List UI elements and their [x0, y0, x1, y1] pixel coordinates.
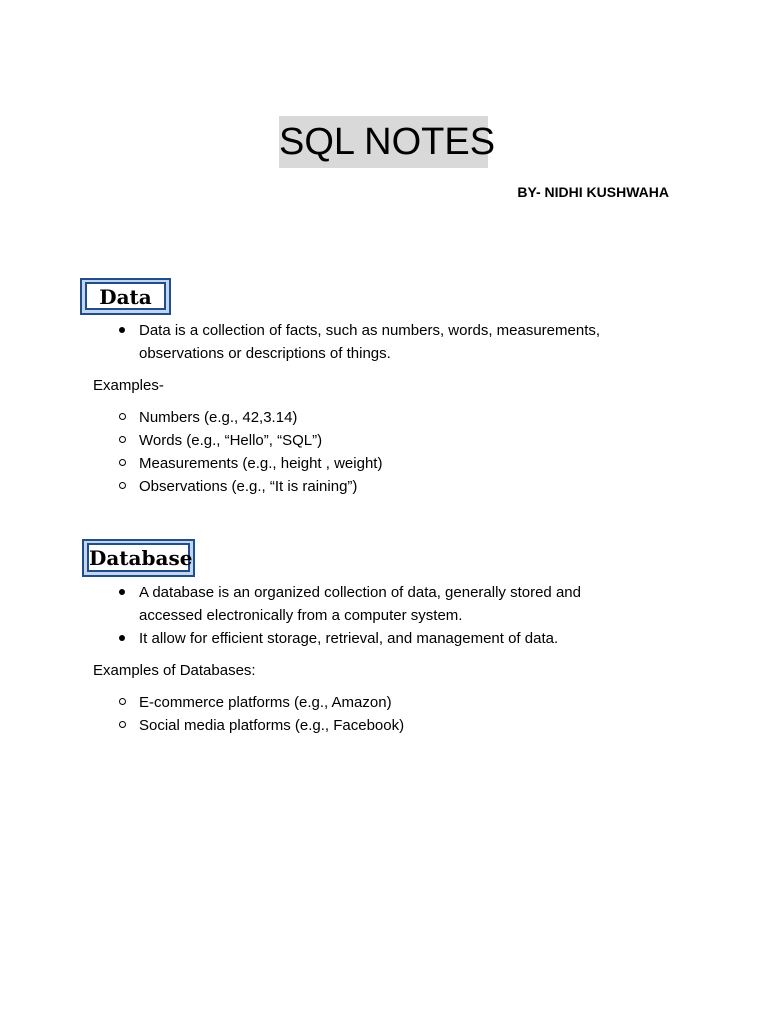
section-heading-data-label: Data [85, 282, 166, 310]
section-heading-database-label: Database [87, 543, 190, 572]
circle-bullet-icon [115, 406, 129, 429]
list-item: A database is an organized collection of data, generally stored and accessed electronically from a computer system. [93, 581, 713, 627]
section-heading-database [82, 539, 195, 577]
database-examples-list [93, 691, 693, 737]
list-item: Measurements (e.g., height , weight) [93, 452, 693, 475]
circle-bullet-icon [115, 475, 129, 498]
list-item: Words (e.g., “Hello”, “SQL”) [93, 429, 693, 452]
data-definition-list [93, 319, 693, 365]
page-title: SQL NOTES [279, 116, 488, 168]
section-heading-data [80, 278, 171, 315]
list-item: It allow for efficient storage, retrieval, and management of data. [93, 627, 713, 650]
circle-bullet-icon [115, 452, 129, 475]
examples-label: Examples- [93, 377, 164, 394]
bullet-dot-icon [115, 627, 129, 650]
bullet-dot-icon [115, 581, 129, 604]
author-line: BY- NIDHI KUSHWAHA [517, 184, 669, 200]
list-item: E-commerce platforms (e.g., Amazon) [93, 691, 693, 714]
circle-bullet-icon [115, 691, 129, 714]
list-item: Observations (e.g., “It is raining”) [93, 475, 693, 498]
examples-label: Examples of Databases: [93, 662, 256, 679]
circle-bullet-icon [115, 714, 129, 737]
data-examples-list [93, 406, 693, 498]
list-item: Numbers (e.g., 42,3.14) [93, 406, 693, 429]
circle-bullet-icon [115, 429, 129, 452]
database-definition-list [93, 581, 713, 650]
list-item: Data is a collection of facts, such as numbers, words, measurements, observations or descriptions of things. [93, 319, 693, 365]
bullet-dot-icon [115, 319, 129, 342]
list-item: Social media platforms (e.g., Facebook) [93, 714, 693, 737]
